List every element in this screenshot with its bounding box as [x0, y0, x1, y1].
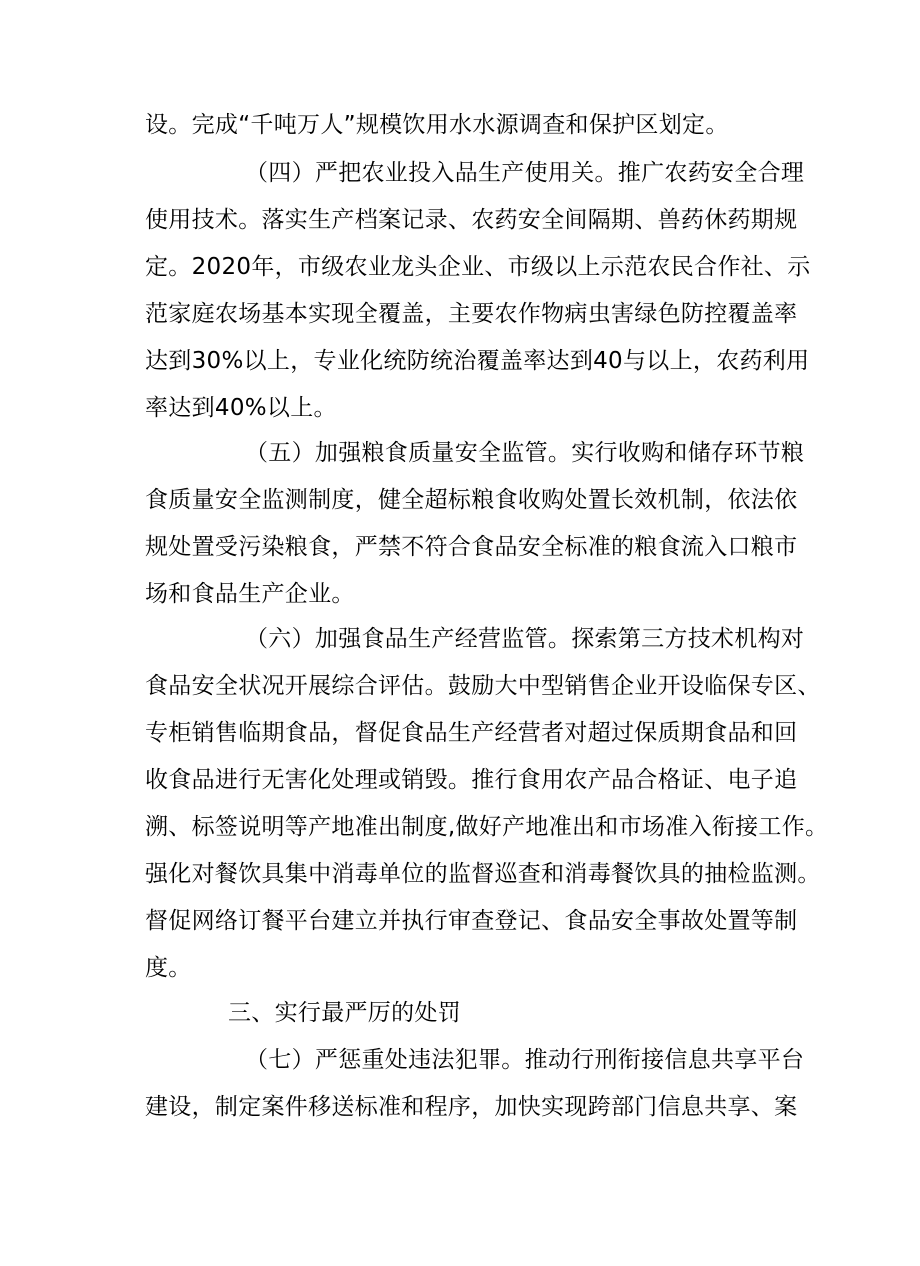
- paragraph-line: 规处置受污染粮食，严禁不符合食品安全标准的粮食流入口粮市: [145, 534, 798, 560]
- paragraph-line: 定。2020年，市级农业龙头企业、市级以上示范农民合作社、示: [145, 254, 811, 280]
- paragraph-line: 督促网络订餐平台建立并执行审查登记、食品安全事故处置等制: [145, 908, 798, 934]
- paragraph-line: 食品安全状况开展综合评估。鼓励大中型销售企业开设临保专区、: [145, 673, 821, 699]
- paragraph-line: 溯、标签说明等产地准出制度,做好产地准出和市场准入衔接工作。: [145, 814, 829, 840]
- paragraph-line: 建设，制定案件移送标准和程序，加快实现跨部门信息共享、案: [145, 1094, 798, 1120]
- paragraph-line: 范家庭农场基本实现全覆盖，主要农作物病虫害绿色防控覆盖率: [145, 301, 798, 327]
- paragraph-line: 使用技术。落实生产档案记录、农药安全间隔期、兽药休药期规: [145, 207, 798, 233]
- paragraph-line: 专柜销售临期食品，督促食品生产经营者对超过保质期食品和回: [145, 720, 798, 746]
- paragraph-line: 收食品进行无害化处理或销毁。推行食用农产品合格证、电子追: [145, 767, 798, 793]
- section-seven-heading-line: （七）严惩重处违法犯罪。推动行刑衔接信息共享平台: [245, 1047, 805, 1073]
- paragraph-line: 达到30%以上，专业化统防统治覆盖率达到40与以上，农药利用: [145, 348, 810, 374]
- section-six-heading-line: （六）加强食品生产经营监管。探索第三方技术机构对: [245, 626, 805, 652]
- paragraph-line: 场和食品生产企业。: [145, 581, 355, 607]
- section-five-heading-line: （五）加强粮食质量安全监管。实行收购和储存环节粮: [245, 440, 805, 466]
- section-four-heading-line: （四）严把农业投入品生产使用关。推广农药安全合理: [245, 160, 805, 186]
- section-three-heading: 三、实行最严厉的处罚: [228, 1000, 461, 1026]
- paragraph-line: 率达到40%以上。: [145, 395, 337, 421]
- paragraph-line: 设。完成“千吨万人”规模饮用水水源调查和保护区划定。: [145, 112, 729, 138]
- paragraph-line: 度。: [145, 955, 192, 981]
- paragraph-line: 强化对餐饮具集中消毒单位的监督巡查和消毒餐饮具的抽检监测。: [145, 861, 821, 887]
- paragraph-line: 食质量安全监测制度，健全超标粮食收购处置长效机制，依法依: [145, 487, 798, 513]
